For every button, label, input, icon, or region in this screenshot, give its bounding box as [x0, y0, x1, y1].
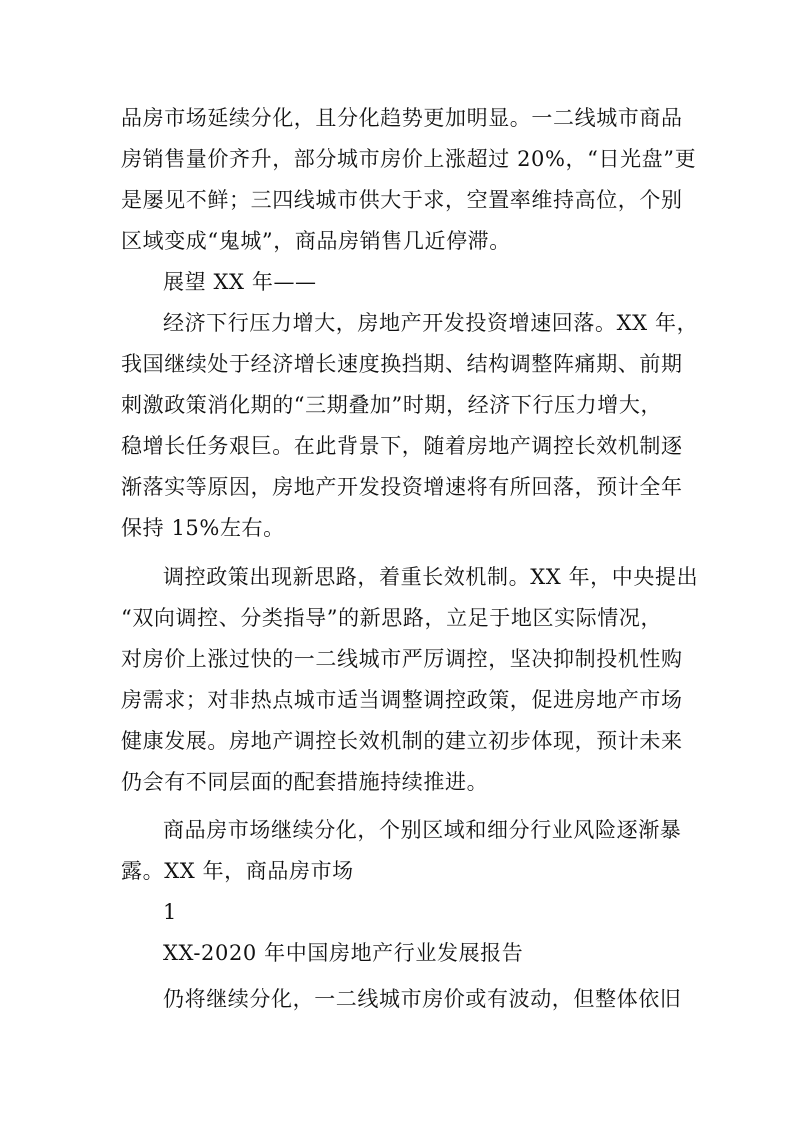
paragraph-line: 健康发展。房地产调控长效机制的建立初步体现，预计未来	[121, 729, 683, 753]
paragraph-line: 经济下行压力增大，房地产开发投资增速回落。XX 年，	[163, 311, 699, 335]
paragraph-line: 仍将继续分化，一二线城市房价或有波动，但整体依旧	[163, 987, 682, 1011]
paragraph-line: 保持 15%左右。	[121, 516, 285, 540]
paragraph-line: 是屡见不鲜；三四线城市供大于求，空置率维持高位，个别	[121, 188, 683, 212]
paragraph-line: 房销售量价齐升，部分城市房价上涨超过 20%，“日光盘”更	[121, 147, 697, 171]
paragraph-line: 对房价上涨过快的一二线城市严厉调控，坚决抑制投机性购	[121, 647, 683, 671]
page-number: 1	[163, 900, 177, 924]
paragraph-line: 仍会有不同层面的配套措施持续推进。	[121, 770, 489, 794]
paragraph-line: 房需求；对非热点城市适当调整调控政策，促进房地产市场	[121, 688, 683, 712]
paragraph-line: 刺激政策消化期的“三期叠加”时期，经济下行压力增大，	[121, 393, 663, 417]
paragraph-line: 调控政策出现新思路，着重长效机制。XX 年，中央提出	[163, 565, 699, 589]
section-heading: 展望 XX 年——	[163, 270, 317, 294]
paragraph-line: 商品房市场继续分化，个别区域和细分行业风险逐渐暴	[163, 818, 682, 842]
paragraph-line: “双向调控、分类指导”的新思路，立足于地区实际情况，	[121, 606, 663, 630]
paragraph-line: 区域变成“鬼城”，商品房销售几近停滞。	[121, 229, 511, 253]
report-title: XX-2020 年中国房地产行业发展报告	[163, 941, 524, 965]
paragraph-line: 稳增长任务艰巨。在此背景下，随着房地产调控长效机制逐	[121, 434, 683, 458]
paragraph-line: 渐落实等原因，房地产开发投资增速将有所回落，预计全年	[121, 475, 683, 499]
paragraph-line: 露。XX 年，商品房市场	[121, 859, 354, 883]
paragraph-line: 品房市场延续分化，且分化趋势更加明显。一二线城市商品	[121, 106, 683, 130]
paragraph-line: 我国继续处于经济增长速度换挡期、结构调整阵痛期、前期	[121, 352, 683, 376]
